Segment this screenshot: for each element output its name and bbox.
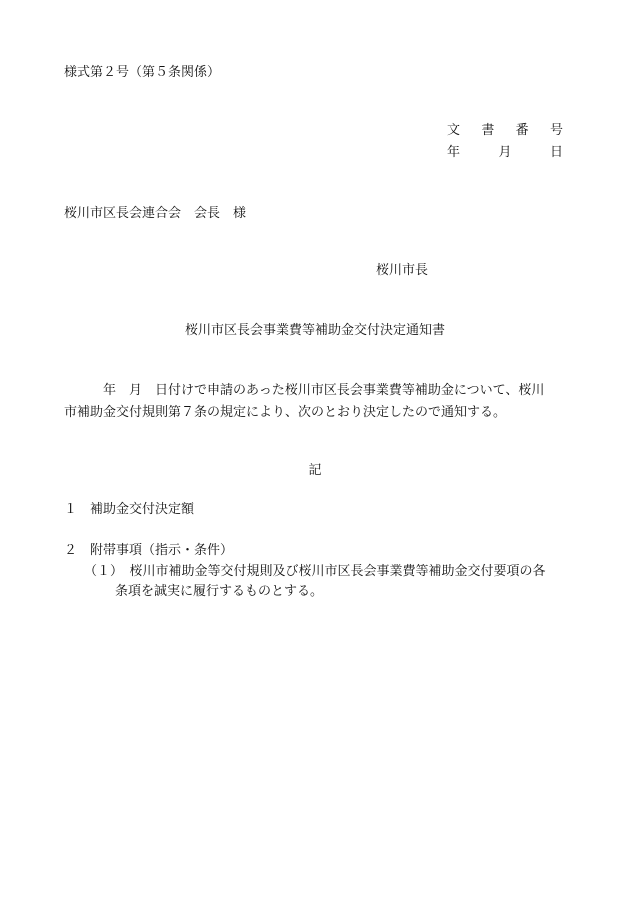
doc-number-char: 番 [515,123,529,138]
doc-number-char: 号 [549,123,563,138]
body-line-1: 年 月 日付けで申請のあった桜川市区長会事業費等補助金について、桜川 [64,383,545,398]
date-month: 月 [498,145,512,160]
item-1: １ 補助金交付決定額 [64,502,195,517]
date-day: 日 [549,145,563,160]
date-year: 年 [447,145,461,160]
recipient: 桜川市区長会連合会 会長 様 [64,206,247,221]
body-line-2: 市補助金交付規則第７条の規定により、次のとおり決定したので通知する。 [64,405,507,420]
doc-number-char: 書 [481,123,495,138]
item-2: ２ 附帯事項（指示・条件） [64,543,234,558]
ki-heading: 記 [308,463,322,478]
document-date-label [447,146,563,159]
sender: 桜川市長 [376,263,429,278]
sub-item-1-line-1: （１） 桜川市補助金等交付規則及び桜川市区長会事業費等補助金交付要項の各 [84,564,546,579]
sub-item-1-line-2: 条項を誠実に履行するものとする。 [115,584,324,599]
document-number-label [447,124,563,146]
doc-number-char: 文 [447,123,461,138]
form-label: 様式第２号（第５条関係） [64,65,221,80]
document-title: 桜川市区長会事業費等補助金交付決定通知書 [184,323,445,338]
